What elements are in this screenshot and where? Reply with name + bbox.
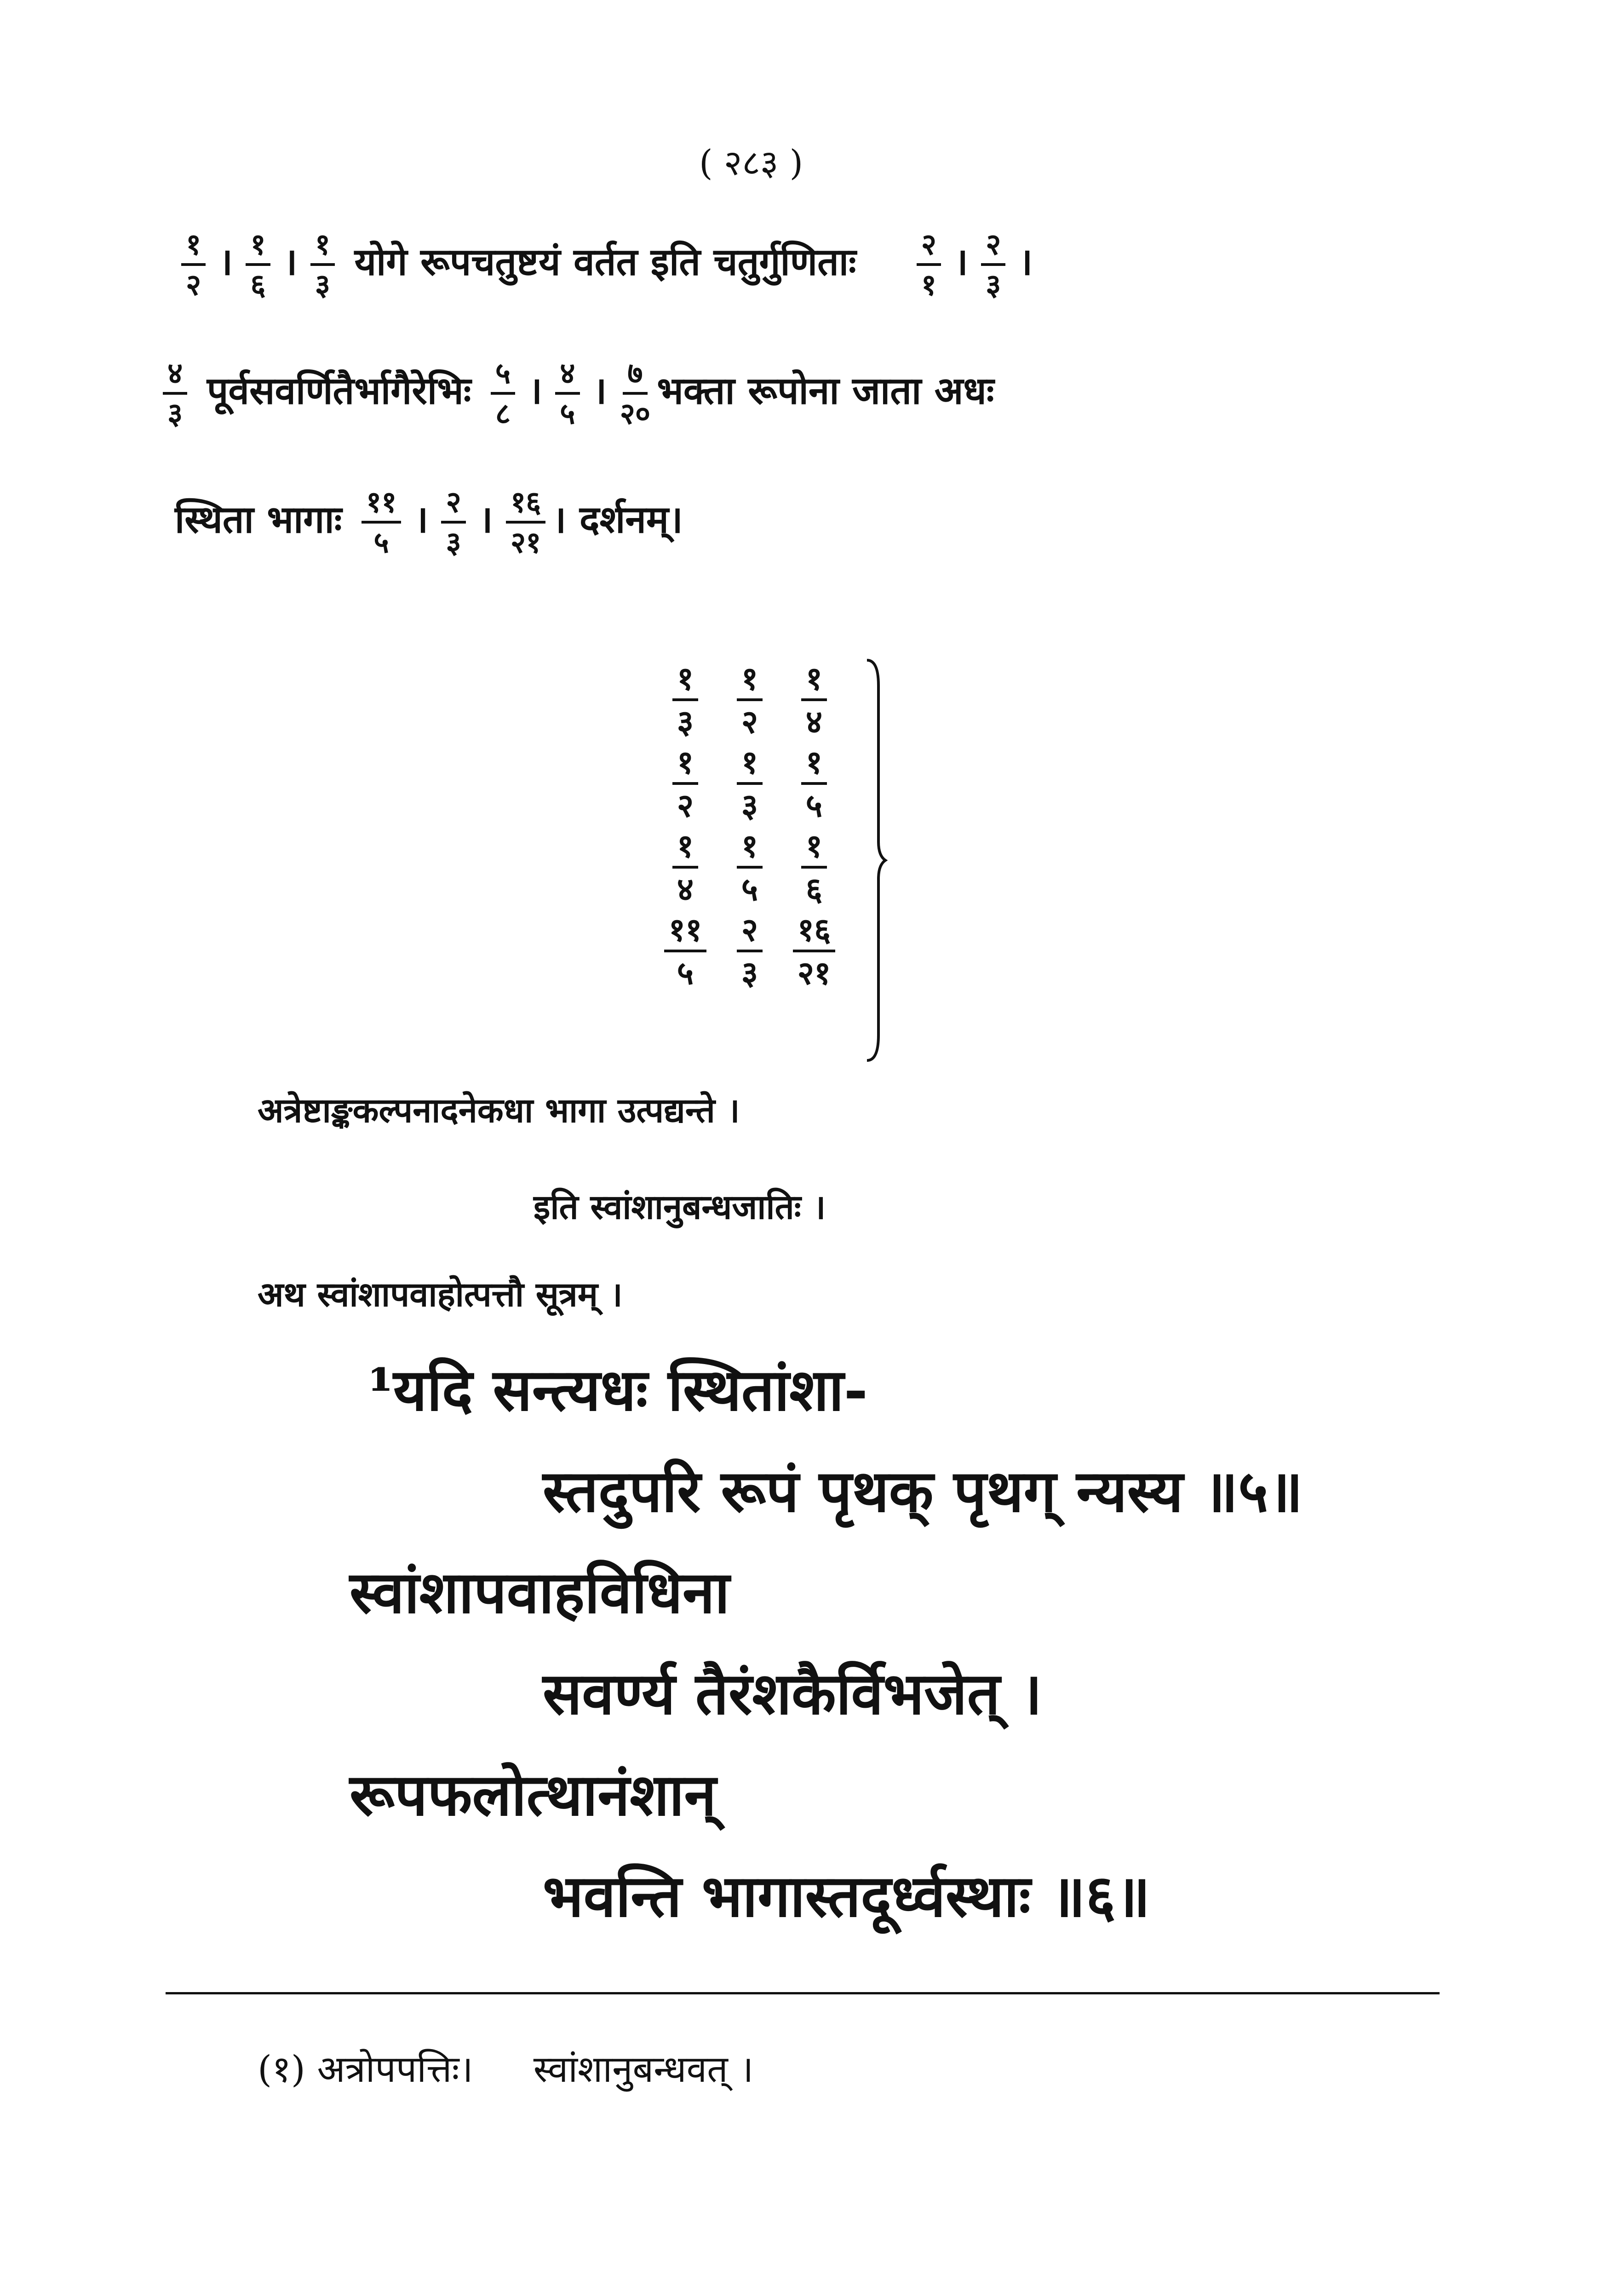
table-cell: $\frac{१}{२}$	[717, 662, 782, 738]
line-3-text: स्थिता भागाः	[175, 497, 342, 542]
paragraph-2: इति स्वांशानुबन्धजातिः ।	[534, 1187, 826, 1227]
fraction: $\frac{७}{२०}$	[620, 356, 651, 431]
table-cell: $\frac{१}{३}$	[717, 746, 782, 822]
fraction: $\frac{१६}{२१}$	[506, 488, 546, 558]
table-cell: $\frac{१}{५}$	[782, 746, 846, 822]
fraction: $\frac{११}{५}$	[362, 488, 402, 558]
table-cell: $\frac{१}{६}$	[782, 830, 846, 905]
table-cell: $\frac{१६}{२१}$	[782, 914, 846, 989]
footnote-marker: (१)	[258, 2048, 306, 2091]
table-cell: $\frac{१}{५}$	[717, 830, 782, 905]
text-line-1: $\frac{१}{२}$ । $\frac{१}{६}$ । $\frac{१}{३}$ योगे रूपचतुष्टयं वर्तत इति चतुर्गुणिताः $\frac{२}{१}$ । $\frac{२}{३}$ ।	[175, 230, 1039, 300]
paragraph-3: अथ स्वांशापवाहोत्पत्तौ सूत्रम् ।	[258, 1275, 623, 1314]
fraction: $\frac{५}{८}$	[491, 359, 515, 429]
footnote-text-2: स्वांशानुबन्धवत् ।	[533, 2048, 754, 2091]
footnote	[258, 2043, 753, 2093]
text-line-2: $\frac{४}{३}$ पूर्वसवर्णितैर्भागैरेभिः $\frac{५}{८}$ । $\frac{४}{५}$ । $\frac{७}{२०}$ भक्ता रूपोना जाता अधः	[156, 359, 994, 429]
line-1-text: योगे रूपचतुष्टयं वर्तत इति चतुर्गुणिताः	[354, 240, 856, 284]
line-3-text-after: । दर्शनम्।	[552, 497, 683, 542]
verse-line-3: स्वांशापवाहविधिना	[350, 1558, 730, 1626]
text-line-3: स्थिता भागाः $\frac{११}{५}$ । $\frac{२}{३}$ । $\frac{१६}{२१}$ । दर्शनम्।	[175, 485, 683, 560]
line-2-text: पूर्वसवर्णितैर्भागैरेभिः	[207, 369, 471, 413]
verse-line-1: ¹यदि सन्त्यधः स्थितांशा-	[368, 1356, 868, 1424]
fraction: $\frac{१}{६}$	[246, 230, 270, 300]
table-cell: $\frac{२}{३}$	[717, 914, 782, 989]
table-cell: $\frac{१}{२}$	[653, 746, 717, 822]
verse-line-2: स्तदुपरि रूपं पृथक् पृथग् न्यस्य ॥५॥	[543, 1457, 1303, 1525]
fraction: $\frac{२}{३}$	[981, 230, 1005, 300]
footnote-divider	[166, 1992, 1440, 1994]
verse-line-5: रूपफलोत्थानंशान्	[350, 1761, 717, 1829]
right-brace-icon	[865, 658, 888, 1063]
footnote-text-1: अत्रोपपत्तिः।	[317, 2048, 473, 2091]
table-cell: $\frac{१}{४}$	[653, 830, 717, 905]
fraction: $\frac{२}{३}$	[441, 488, 465, 558]
fraction: $\frac{४}{५}$	[555, 359, 580, 429]
verse-line-6: भवन्ति भागास्तदूर्ध्वस्थाः ॥६॥	[543, 1862, 1151, 1930]
verse-line-4: सवर्ण्य तैरंशकैर्विभजेत् ।	[543, 1659, 1043, 1728]
page-number: ( २८३ )	[699, 142, 803, 183]
fraction: $\frac{४}{३}$	[163, 359, 187, 429]
table-cell: $\frac{१}{३}$	[653, 662, 717, 738]
fraction: $\frac{१}{२}$	[181, 230, 206, 300]
line-2-text-after: भक्ता रूपोना जाता अधः	[657, 369, 994, 413]
paragraph-1: अत्रेष्टाङ्ककल्पनादनेकधा भागा उत्पद्यन्ते ।	[258, 1091, 740, 1130]
table-cell: $\frac{११}{५}$	[653, 914, 717, 989]
fraction: $\frac{१}{३}$	[310, 230, 335, 300]
fraction-table	[653, 659, 846, 992]
table-cell: $\frac{१}{४}$	[782, 662, 846, 738]
fraction: $\frac{२}{१}$	[917, 230, 941, 300]
